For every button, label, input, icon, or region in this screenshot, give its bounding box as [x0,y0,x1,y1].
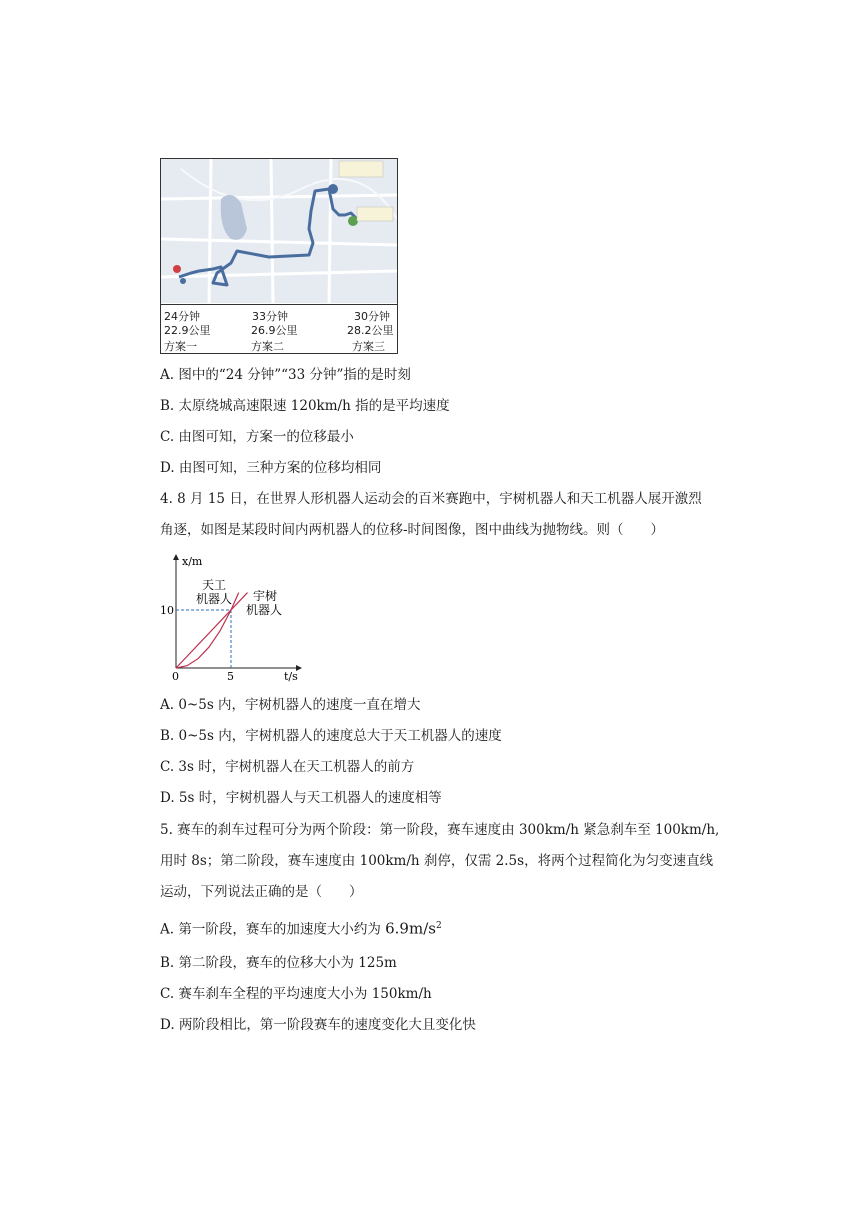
series-label-yushu-line1: 宇树 [253,589,278,603]
plan-distance: 22.9公里 [164,324,211,337]
q4-option-a: A. 0~5s 内，宇树机器人的速度一直在增大 [160,697,421,713]
x-axis-label: t/s [284,670,298,683]
route-plans-table [161,304,397,354]
plan-label: 方案二 [251,340,284,353]
q4-stem-line1: 4. 8 月 15 日，在世界人形机器人运动会的百米赛跑中，宇树机器人和天工机器人展开激烈 [160,491,702,507]
xt-graph [160,552,310,684]
plan-time: 33分钟 [252,310,288,323]
q4-option-d: D. 5s 时，宇树机器人与天工机器人的速度相等 [160,790,442,806]
map-route-drawing [161,159,397,303]
q3-option-d: D. 由图可知，三种方案的位移均相同 [160,460,382,476]
acceleration-exponent: 2 [435,921,442,931]
q4-option-b: B. 0~5s 内，宇树机器人的速度总大于天工机器人的速度 [160,728,502,744]
route-map-figure [160,158,398,354]
plan-label: 方案一 [164,340,197,353]
q5-option-b: B. 第二阶段，赛车的位移大小为 125m [160,955,397,971]
acceleration-value: 6.9m/s [385,919,436,938]
series-label-yushu-line2: 机器人 [246,603,283,617]
plan-two [239,305,317,354]
q3-option-a: A. 图中的“24 分钟”“33 分钟”指的是时刻 [160,367,411,383]
q5-stem-line3: 运动，下列说法正确的是（ ） [160,884,363,900]
y-axis-label: x/m [182,555,203,568]
q5-option-a [160,917,442,939]
series-label-tiangong-line1: 天工 [202,578,227,592]
plan-time: 24分钟 [164,310,200,323]
q5-option-d: D. 两阶段相比，第一阶段赛车的速度变化大且变化快 [160,1017,476,1033]
q5-stem-line2: 用时 8s；第二阶段，赛车速度由 100km/h 刹停，仅需 2.5s，将两个过程简化为匀变速直线 [160,853,714,869]
origin-label: 0 [172,670,179,683]
q5-option-c: C. 赛车刹车全程的平均速度大小为 150km/h [160,986,432,1002]
plan-three [318,305,396,354]
q4-option-c: C. 3s 时，宇树机器人在天工机器人的前方 [160,759,415,775]
plan-one [161,305,239,354]
y-axis-arrow [173,554,179,560]
q5-option-a-text: A. 第一阶段，赛车的加速度大小约为 [160,921,386,938]
q3-option-c: C. 由图可知，方案一的位移最小 [160,429,354,445]
x-tick-label: 5 [227,670,234,683]
y-tick-label: 10 [160,604,174,617]
map-image [161,159,397,303]
series-label-tiangong-line2: 机器人 [196,592,233,606]
plan-distance: 28.2公里 [347,324,394,337]
plan-time: 30分钟 [354,310,390,323]
q5-stem-line1: 5. 赛车的刹车过程可分为两个阶段：第一阶段，赛车速度由 300km/h 紧急刹车至 100km/h, [160,822,720,838]
plan-label: 方案三 [352,340,385,353]
q3-option-b: B. 太原绕城高速限速 120km/h 指的是平均速度 [160,398,450,414]
plan-distance: 26.9公里 [251,324,298,337]
q4-stem-line2: 角逐，如图是某段时间内两机器人的位移-时间图像，图中曲线为抛物线。则（ ） [160,522,665,538]
